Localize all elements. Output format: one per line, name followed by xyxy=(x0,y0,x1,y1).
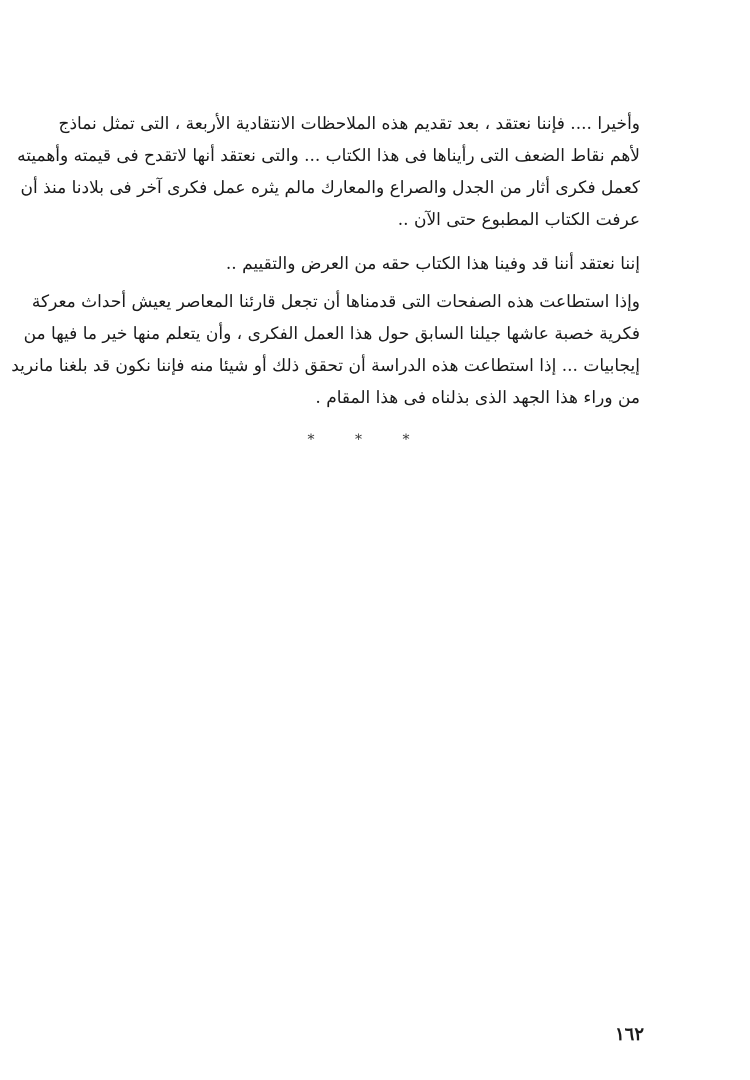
paragraph-line: من وراء هذا الجهد الذى بذلناه فى هذا المقام . xyxy=(315,388,640,408)
paragraph-line: وأخيرا .... فإننا نعتقد ، بعد تقديم هذه الملاحظات الانتقادية الأربعة ، التى تمثل نماذج xyxy=(58,114,640,134)
paragraph-line: كعمل فكرى أثار من الجدل والصراع والمعارك مالم يثره عمل فكرى آخر فى بلادنا منذ أن xyxy=(20,178,640,198)
paragraph-line: فكرية خصبة عاشها جيلنا السابق حول هذا العمل الفكرى ، وأن يتعلم منها خير ما فيها من xyxy=(23,324,640,344)
paragraph-line: وإذا استطاعت هذه الصفحات التى قدمناها أن تجعل قارئنا المعاصر يعيش أحداث معركة xyxy=(31,292,640,312)
page-number: ١٦٢ xyxy=(614,1024,644,1045)
paragraph-conclusion xyxy=(17,108,640,236)
paragraph-line: إيجابيات ... إذا استطاعت هذه الدراسة أن تحقق ذلك أو شيئا منه فإننا نكون قد بلغنا مانريد xyxy=(11,356,640,376)
paragraph-line: عرفت الكتاب المطبوع حتى الآن .. xyxy=(397,210,640,230)
paragraph-line: لأهم نقاط الضعف التى رأيناها فى هذا الكتاب ... والتى نعتقد أنها لاتقدح فى قيمته وأهميته xyxy=(17,146,640,166)
section-separator: * * * xyxy=(307,432,428,448)
paragraph-evaluation xyxy=(88,248,640,280)
paragraph-line: إننا نعتقد أننا قد وفينا هذا الكتاب حقه من العرض والتقييم .. xyxy=(225,254,640,274)
paragraph-closing xyxy=(11,286,640,414)
